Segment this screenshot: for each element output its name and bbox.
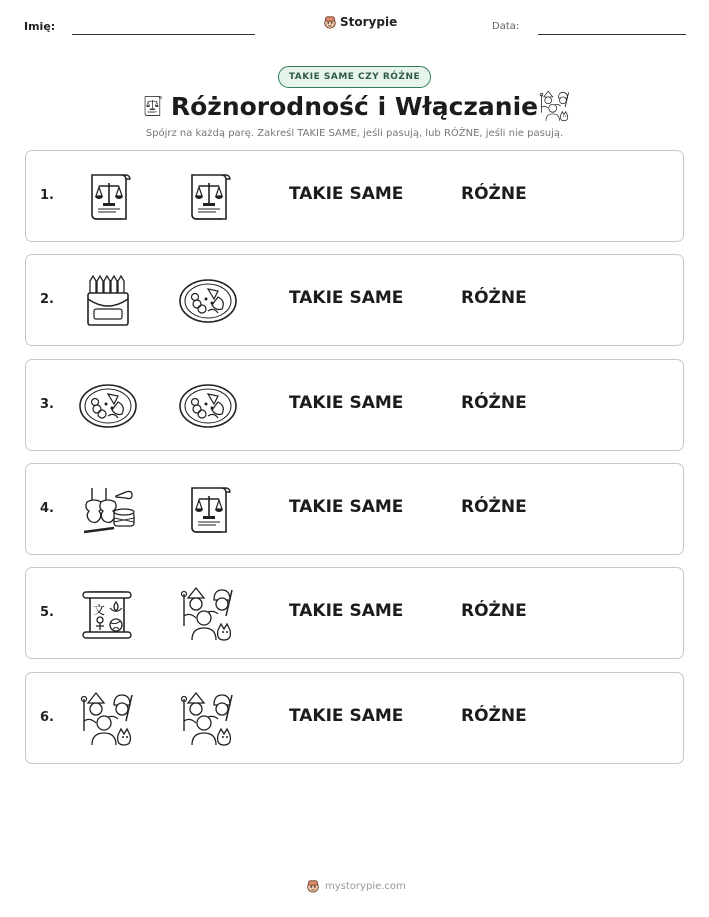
option-same[interactable]: TAKIE SAME: [289, 601, 404, 622]
scales-scroll-icon: [78, 169, 138, 225]
date-label: Data:: [492, 21, 520, 32]
scales-scroll-icon: [178, 169, 238, 225]
option-different[interactable]: RÓŻNE: [461, 601, 527, 622]
storypie-logo-icon: [323, 14, 337, 30]
question-number: 6.: [40, 709, 54, 725]
crayons-box-icon: [78, 273, 138, 329]
scales-scroll-icon: [178, 482, 238, 538]
question-row: [25, 359, 684, 451]
option-different[interactable]: RÓŻNE: [461, 288, 527, 309]
option-different[interactable]: RÓŻNE: [461, 496, 527, 517]
option-same[interactable]: TAKIE SAME: [289, 288, 404, 309]
instruments-icon: [78, 482, 138, 538]
characters-group-icon: [178, 586, 238, 642]
option-different[interactable]: RÓŻNE: [461, 392, 527, 413]
food-plate-icon: [178, 378, 238, 434]
option-different[interactable]: RÓŻNE: [461, 184, 527, 204]
name-label: Imię:: [24, 20, 56, 33]
date-field-line[interactable]: [538, 34, 686, 35]
question-row: [25, 567, 684, 659]
question-number: 4.: [40, 500, 54, 516]
instructions: Spójrz na każdą parę. Zakreśl TAKIE SAME, jeśli pasują, lub RÓŻNE, jeśli nie pasują.: [145, 128, 564, 139]
symbols-scroll-icon: [78, 586, 138, 642]
storypie-logo: [323, 14, 397, 30]
name-field-line[interactable]: [72, 34, 255, 35]
question-row: [25, 463, 684, 555]
food-plate-icon: [78, 378, 138, 434]
question-number: 1.: [40, 188, 54, 203]
footer: [306, 878, 406, 894]
page-title: Różnorodność i Włączanie: [170, 92, 539, 121]
food-plate-icon: [178, 273, 238, 329]
question-number: 3.: [40, 396, 54, 412]
characters-group-icon: [78, 691, 138, 747]
question-number: 2.: [40, 292, 54, 308]
brand-name: Storypie: [340, 15, 398, 29]
storypie-logo-icon: [306, 878, 320, 894]
option-same[interactable]: TAKIE SAME: [289, 705, 404, 726]
characters-group-icon: [538, 89, 572, 123]
option-same[interactable]: TAKIE SAME: [289, 392, 404, 413]
question-row: [25, 672, 684, 764]
question-row: [25, 254, 684, 346]
characters-group-icon: [178, 691, 238, 747]
question-number: 5.: [40, 605, 54, 621]
option-same[interactable]: TAKIE SAME: [289, 496, 404, 517]
worksheet-header: [0, 14, 709, 42]
option-same[interactable]: TAKIE SAME: [289, 184, 404, 204]
footer-url: mystorypie.com: [325, 880, 406, 892]
option-different[interactable]: RÓŻNE: [461, 705, 527, 726]
question-row: [25, 150, 684, 242]
activity-badge: TAKIE SAME CZY RÓŻNE: [278, 66, 431, 88]
